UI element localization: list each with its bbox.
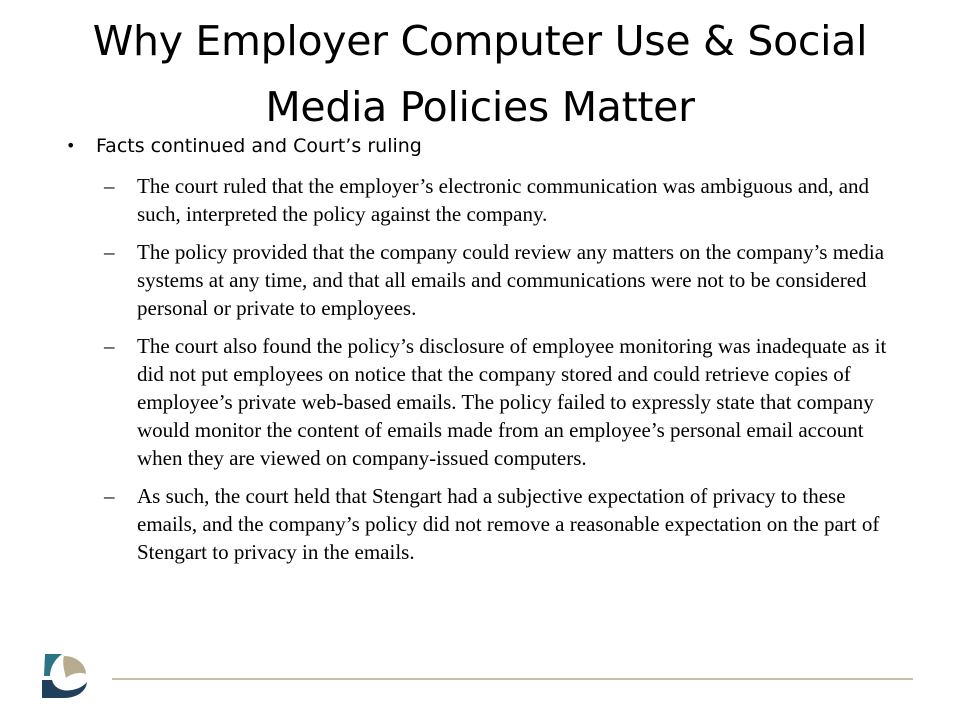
slide-title: Why Employer Computer Use & Social Media Policies Matter [92,17,868,131]
sub-bullet-text: The court also found the policy’s disclosure of employee monitoring was inadequate as it did not put employees on notice that the company stored and could retrieve copies of employee’s private web-based emails. The policy failed to expressly state that company would monitor the content of emails made from an employee’s personal email account when they are viewed on company-issued computers. [137,334,887,470]
dash-marker: – [104,240,115,264]
logo-tan-shape [63,656,86,678]
sub-bullet-item [104,482,904,566]
sub-bullet-list [104,172,904,576]
main-bullet [66,133,422,159]
dash-marker: – [104,484,115,508]
bullet-marker: • [66,136,76,155]
main-bullet-text: Facts continued and Court’s ruling [96,135,422,157]
logo-navy-shape [42,680,87,698]
footer-divider [112,678,913,680]
sub-bullet-text: As such, the court held that Stengart had a subjective expectation of privacy to these emails, and the company’s policy did not remove a reasonable expectation on the part of Stengart to privacy in the emails. [137,484,880,564]
sub-bullet-text: The court ruled that the employer’s electronic communication was ambiguous and, and such, interpreted the policy against the company. [137,174,870,226]
sub-bullet-item [104,238,904,322]
sub-bullet-text: The policy provided that the company could review any matters on the company’s media systems at any time, and that all emails and communications were not to be considered personal or private to employees. [137,240,885,320]
brand-logo-icon [40,652,88,698]
logo-teal-shape [44,654,62,676]
dash-marker: – [104,334,115,358]
sub-bullet-item [104,332,904,472]
sub-bullet-item [104,172,904,228]
dash-marker: – [104,174,115,198]
